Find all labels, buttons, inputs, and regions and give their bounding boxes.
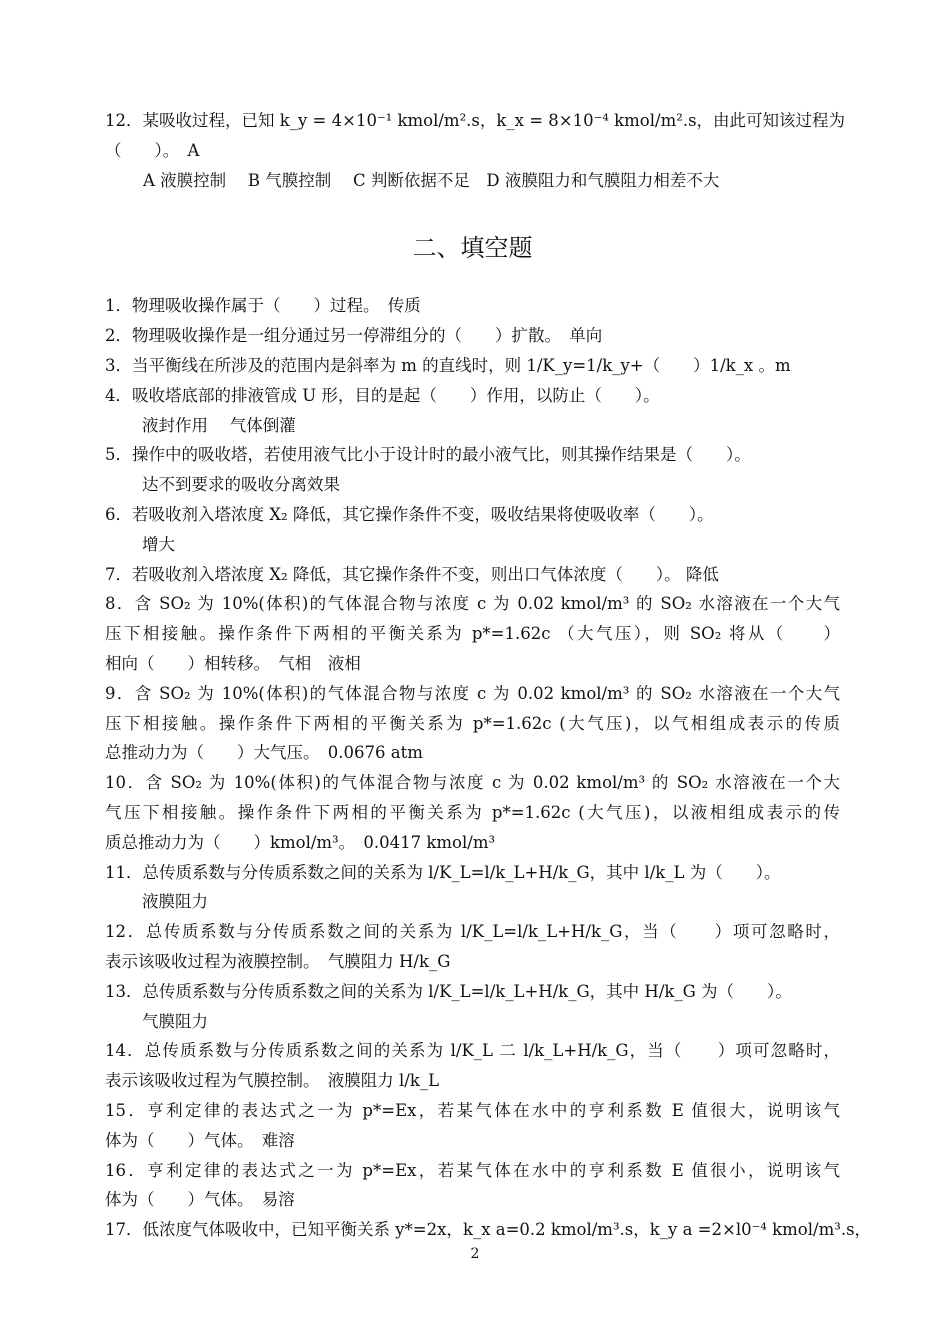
q12-fill-line2: 表示该吸收过程为液膜控制。 气膜阻力 H/k_G [105,951,451,971]
q13-answer: 气膜阻力 [142,1011,208,1031]
q16-line1: 16．亨利定律的表达式之一为 p*=Ex，若某气体在水中的亨利系数 E 值很小，说明该气 [105,1160,840,1180]
q12-line1: 12．某吸收过程，已知 k_y = 4×10⁻¹ kmol/m².s，k_x = 8×10⁻⁴ kmol/m².s，由此可知该过程为 [105,111,846,130]
q12-fill-line1: 12．总传质系数与分传质系数之间的关系为 l/K_L=l/k_L+H/k_G，当（ ）项可忽略时， [105,922,840,942]
q8-line1: 8．含 SO₂ 为 10%(体积)的气体混合物与浓度 c 为 0.02 kmol/m³ 的 SO₂ 水溶液在一个大气 [105,594,840,614]
q15-line1: 15．亨利定律的表达式之一为 p*=Ex，若某气体在水中的亨利系数 E 值很大，说明该气 [105,1100,840,1120]
q6: 6．若吸收剂入塔浓度 X₂ 降低，其它操作条件不变，吸收结果将使吸收率（ ）。 [105,504,714,524]
q13: 13．总传质系数与分传质系数之间的关系为 l/K_L=l/k_L+H/k_G，其中 H/k_G 为（ ）。 [105,981,792,1001]
q6-answer: 增大 [142,534,175,554]
q12-options: A 液膜控制 B 气膜控制 C 判断依据不足 D 液膜阻力和气膜阻力相差不大 [143,170,720,190]
q4-answer: 液封作用 气体倒灌 [142,415,296,435]
q16-line2: 体为（ ）气体。 易溶 [105,1190,295,1210]
page-content [105,106,872,1245]
q14-line2: 表示该吸收过程为气膜控制。 液膜阻力 l/k_L [105,1071,440,1091]
q12-line2: （ ）。 A [105,140,200,160]
q10-line2: 气压下相接触。操作条件下两相的平衡关系为 p*=1.62c (大气压)，以液相组成表示的传 [105,802,840,822]
q4: 4．吸收塔底部的排液管成 U 形，目的是起（ ）作用，以防止（ ）。 [105,385,660,405]
q5-answer: 达不到要求的吸收分离效果 [142,475,340,495]
page-number: 2 [470,1246,480,1262]
q1: 1．物理吸收操作属于（ ）过程。 传质 [105,296,421,316]
q9-line1: 9．含 SO₂ 为 10%(体积)的气体混合物与浓度 c 为 0.02 kmol/m³ 的 SO₂ 水溶液在一个大气 [105,683,840,703]
q9-line3: 总推动力为（ ）大气压。 0.0676 atm [105,743,423,763]
q3: 3．当平衡线在所涉及的范围内是斜率为 m 的直线时，则 1/K_y=1/k_y+（ ）1/k_x 。m [105,355,791,375]
q2: 2．物理吸收操作是一组分通过另一停滞组分的（ ）扩散。 单向 [105,326,603,346]
q5: 5．操作中的吸收塔，若使用液气比小于设计时的最小液气比，则其操作结果是（ ）。 [105,445,751,465]
q10-line3: 质总推动力为（ ）kmol/m³。 0.0417 kmol/m³ [105,832,496,852]
q11-answer: 液膜阻力 [142,892,208,912]
q8-line3: 相向（ ）相转移。 气相 液相 [105,653,361,673]
q7: 7．若吸收剂入塔浓度 X₂ 降低，其它操作条件不变，则出口气体浓度（ ）。 降低 [105,564,719,584]
q11: 11．总传质系数与分传质系数之间的关系为 l/K_L=l/k_L+H/k_G，其中 l/k_L 为（ ）。 [105,862,781,882]
q9-line2: 压下相接触。操作条件下两相的平衡关系为 p*=1.62c (大气压)，以气相组成表示的传质 [105,713,840,733]
q8-line2: 压下相接触。操作条件下两相的平衡关系为 p*=1.62c （大气压），则 SO₂ 将从（ ） [105,624,840,644]
q15-line2: 体为（ ）气体。 难溶 [105,1130,295,1150]
section-title: 二、填空题 [412,234,533,263]
q14-line1: 14．总传质系数与分传质系数之间的关系为 l/K_L 二 l/k_L+H/k_G，当（ ）项可忽略时， [105,1041,840,1061]
q17-line1: 17．低浓度气体吸收中，已知平衡关系 y*=2x，k_x a=0.2 kmol/m³.s，k_y a =2×l0⁻⁴ kmol/m³.s， [105,1220,872,1240]
q10-line1: 10．含 SO₂ 为 10%(体积)的气体混合物与浓度 c 为 0.02 kmol/m³ 的 SO₂ 水溶液在一个大 [105,773,840,793]
